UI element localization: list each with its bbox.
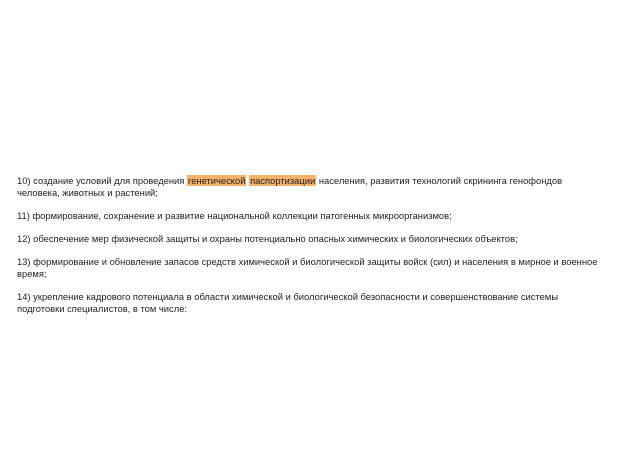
- paragraph-14: 14) укрепление кадрового потенциала в области химической и биологической безопасности и совершенствование системы подготовки специалистов, в том числе:: [17, 291, 559, 314]
- paragraph-10-text-start: 10) создание условий для проведения: [17, 175, 187, 186]
- paragraph-11: 11) формирование, сохранение и развитие национальной коллекции патогенных микроорганизмов;: [17, 210, 452, 221]
- paragraph-10-text-end: населения, развития технологий скрининга генофондов человека, животных и растений;: [17, 175, 563, 198]
- document-body: [17, 175, 607, 315]
- paragraph-13: 13) формирование и обновление запасов средств химической и биологической защиты войск (сил) и населения в мирное и военное время;: [17, 256, 598, 279]
- highlighted-term-genetic: генетической: [187, 175, 246, 186]
- paragraph-12: 12) обеспечение мер физической защиты и охраны потенциально опасных химических и биологических объектов;: [17, 233, 518, 244]
- paragraph-10: [17, 175, 607, 199]
- highlighted-term-passportization: паспортизации: [250, 175, 316, 186]
